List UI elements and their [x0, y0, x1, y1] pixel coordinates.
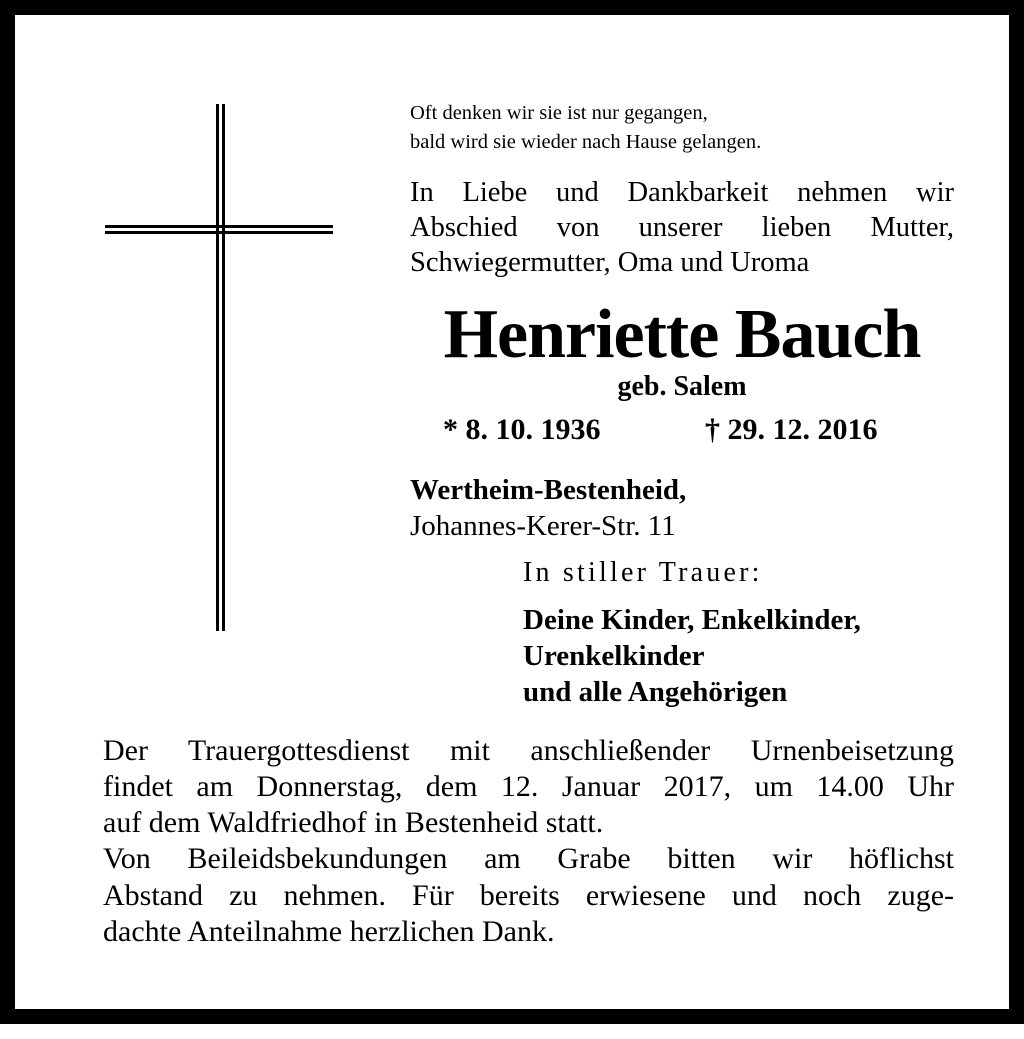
maiden-name: geb. Salem — [617, 371, 747, 402]
mourning-heading: In stiller Trauer: — [523, 557, 763, 588]
intro-line-1: In Liebe und Dankbarkeit nehmen wir — [410, 177, 954, 208]
service-line-3: auf dem Waldfriedhof in Bestenheid statt. — [103, 806, 604, 839]
address-street: Johannes-Kerer-Str. 11 — [410, 510, 676, 542]
poem-line-2: bald wird sie wieder nach Hause gelangen. — [410, 131, 762, 153]
service-line-6: dachte Anteilnahme herzlichen Dank. — [103, 915, 555, 948]
intro-line-2: Abschied von unserer lieben Mutter, — [410, 212, 954, 243]
intro-line-3: Schwiegermutter, Oma und Uroma — [410, 247, 810, 278]
signatory-line-3: und alle Angehörigen — [523, 676, 788, 708]
address-place: Wertheim-Bestenheid, — [410, 474, 687, 506]
service-line-2: findet am Donnerstag, dem 12. Januar 2017, um 14.00 Uhr — [103, 770, 954, 803]
poem-line-1: Oft denken wir sie ist nur gegangen, — [410, 102, 708, 124]
service-line-4: Von Beileidsbekundungen am Grabe bitten wir höflichst — [103, 842, 954, 875]
birth-date: * 8. 10. 1936 — [443, 413, 601, 446]
signatory-line-2: Urenkelkinder — [523, 640, 705, 672]
deceased-name: Henriette Bauch — [443, 296, 921, 373]
service-line-5: Abstand zu nehmen. Für bereits erwiesene und noch zuge- — [103, 879, 954, 912]
death-date: † 29. 12. 2016 — [705, 413, 878, 446]
signatory-line-1: Deine Kinder, Enkelkinder, — [523, 604, 861, 636]
service-line-1: Der Trauergottesdienst mit anschließender Urnenbeisetzung — [103, 734, 954, 767]
